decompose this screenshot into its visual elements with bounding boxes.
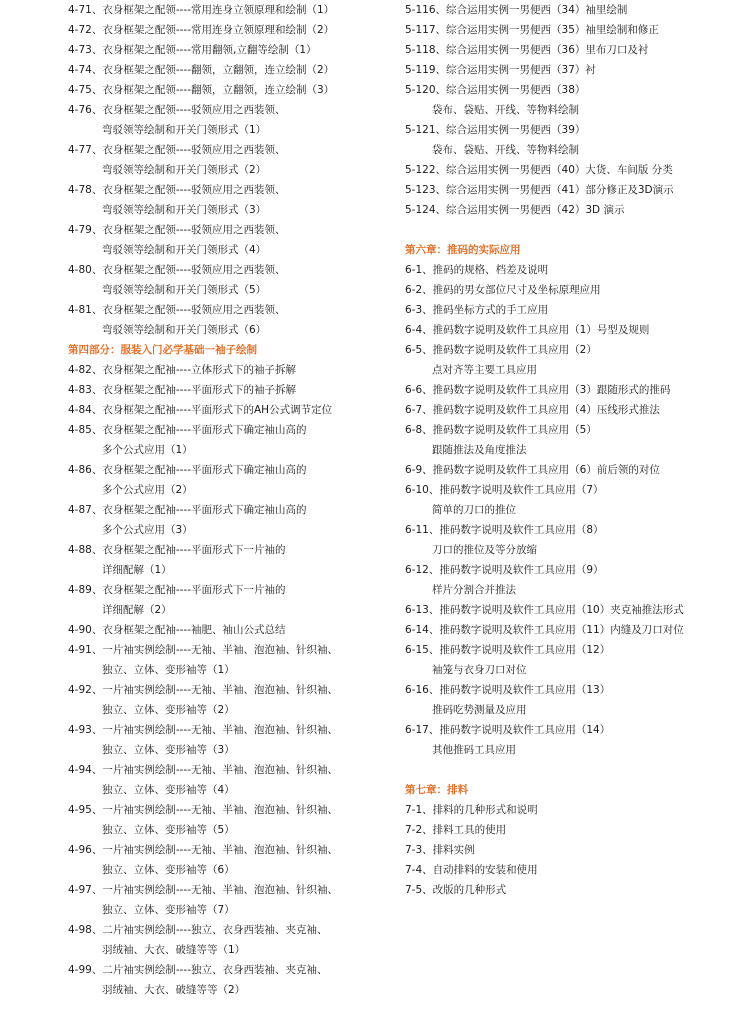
toc-entry: 5-119、综合运用实例一男便西（37）衬: [405, 64, 596, 76]
toc-entry: 7-4、自动排料的安装和使用: [405, 864, 538, 876]
toc-entry: 5-122、综合运用实例一男便西（40）大货、车间版 分类: [405, 164, 673, 176]
section-heading: 第六章：推码的实际应用: [405, 244, 521, 256]
toc-entry: 4-95、一片袖实例绘制----无袖、半袖、泡泡袖、针织袖、: [68, 804, 338, 816]
toc-entry: 6-6、推码数字说明及软件工具应用（3）跟随形式的推码: [405, 384, 671, 396]
toc-entry: 4-73、衣身框架之配领----常用翻领,立翻等绘制（1）: [68, 44, 317, 56]
toc-entry: 4-98、二片袖实例绘制----独立、衣身西装袖、夹克袖、: [68, 924, 328, 936]
toc-entry: 5-123、综合运用实例一男便西（41）部分修正及3D演示: [405, 184, 674, 196]
toc-entry: 5-116、综合运用实例一男便西（34）袖里绘制: [405, 4, 628, 16]
toc-entry-continuation: 推码吃势测量及应用: [432, 704, 527, 716]
toc-entry: 4-93、一片袖实例绘制----无袖、半袖、泡泡袖、针织袖、: [68, 724, 338, 736]
toc-entry-continuation: 弯驳领等绘制和开关门领形式（1）: [102, 124, 267, 136]
toc-entry: 6-4、推码数字说明及软件工具应用（1）号型及规则: [405, 324, 650, 336]
toc-entry: 4-99、二片袖实例绘制----独立、衣身西装袖、夹克袖、: [68, 964, 328, 976]
toc-entry: 4-87、衣身框架之配袖----平面形式下确定袖山高的: [68, 504, 307, 516]
toc-entry: 4-75、衣身框架之配领----翻领，立翻领，连立绘制（3）: [68, 84, 335, 96]
toc-entry-continuation: 弯驳领等绘制和开关门领形式（3）: [102, 204, 267, 216]
toc-entry: 6-2、推码的男女部位尺寸及坐标原理应用: [405, 284, 601, 296]
toc-entry: 4-71、衣身框架之配领----常用连身立领原理和绘制（1）: [68, 4, 335, 16]
toc-entry: 4-76、衣身框架之配领----驳领应用之西装领、: [68, 104, 286, 116]
toc-entry: 6-17、推码数字说明及软件工具应用（14）: [405, 724, 611, 736]
toc-entry-continuation: 刀口的推位及等分放缩: [432, 544, 537, 556]
toc-entry: 4-96、一片袖实例绘制----无袖、半袖、泡泡袖、针织袖、: [68, 844, 338, 856]
toc-entry-continuation: 独立、立体、变形袖等（5）: [102, 824, 235, 836]
toc-entry: 7-2、排料工具的使用: [405, 824, 507, 836]
toc-entry-continuation: 弯驳领等绘制和开关门领形式（5）: [102, 284, 267, 296]
toc-entry: 4-83、衣身框架之配袖----平面形式下的袖子拆解: [68, 384, 296, 396]
toc-entry: 6-15、推码数字说明及软件工具应用（12）: [405, 644, 611, 656]
toc-entry-continuation: 弯驳领等绘制和开关门领形式（2）: [102, 164, 267, 176]
toc-entry: 4-78、衣身框架之配领----驳领应用之西装领、: [68, 184, 286, 196]
toc-entry-continuation: 详细配解（1）: [102, 564, 172, 576]
toc-entry: 4-91、一片袖实例绘制----无袖、半袖、泡泡袖、针织袖、: [68, 644, 338, 656]
toc-entry: 6-10、推码数字说明及软件工具应用（7）: [405, 484, 604, 496]
spacer: [405, 220, 725, 240]
toc-entry: 4-80、衣身框架之配领----驳领应用之西装领、: [68, 264, 286, 276]
toc-entry: 4-94、一片袖实例绘制----无袖、半袖、泡泡袖、针织袖、: [68, 764, 338, 776]
toc-entry: 5-118、综合运用实例一男便西（36）里布刀口及衬: [405, 44, 649, 56]
toc-entry: 4-77、衣身框架之配领----驳领应用之西装领、: [68, 144, 286, 156]
toc-entry: 6-3、推码坐标方式的手工应用: [405, 304, 549, 316]
toc-entry: 7-3、排料实例: [405, 844, 475, 856]
toc-entry-continuation: 独立、立体、变形袖等（1）: [102, 664, 235, 676]
toc-entry-continuation: 点对齐等主要工具应用: [432, 364, 537, 376]
toc-entry: 4-88、衣身框架之配袖----平面形式下一片袖的: [68, 544, 286, 556]
toc-entry: 6-13、推码数字说明及软件工具应用（10）夹克袖推法形式: [405, 604, 684, 616]
toc-left-column: [68, 0, 388, 1000]
toc-entry: 6-14、推码数字说明及软件工具应用（11）内缝及刀口对位: [405, 624, 684, 636]
toc-entry: 6-12、推码数字说明及软件工具应用（9）: [405, 564, 604, 576]
toc-entry-continuation: 独立、立体、变形袖等（7）: [102, 904, 235, 916]
toc-entry: 4-92、一片袖实例绘制----无袖、半袖、泡泡袖、针织袖、: [68, 684, 338, 696]
toc-entry-continuation: 独立、立体、变形袖等（4）: [102, 784, 235, 796]
toc-entry: 6-1、推码的规格、档差及说明: [405, 264, 549, 276]
toc-entry: 4-74、衣身框架之配领----翻领，立翻领，连立绘制（2）: [68, 64, 335, 76]
toc-entry-continuation: 弯驳领等绘制和开关门领形式（4）: [102, 244, 267, 256]
toc-entry-continuation: 袋布、袋贴、开线、等物料绘制: [432, 144, 579, 156]
toc-entry: 4-85、衣身框架之配袖----平面形式下确定袖山高的: [68, 424, 307, 436]
toc-entry: 4-82、衣身框架之配袖----立体形式下的袖子拆解: [68, 364, 296, 376]
toc-entry: 4-90、衣身框架之配袖----袖肥、袖山公式总结: [68, 624, 286, 636]
toc-entry-continuation: 其他推码工具应用: [432, 744, 516, 756]
toc-entry-continuation: 独立、立体、变形袖等（2）: [102, 704, 235, 716]
toc-entry: 6-5、推码数字说明及软件工具应用（2）: [405, 344, 597, 356]
toc-entry: 4-84、衣身框架之配袖----平面形式下的AH公式调节定位: [68, 404, 333, 416]
toc-entry-continuation: 多个公式应用（1）: [102, 444, 193, 456]
toc-entry: 4-86、衣身框架之配袖----平面形式下确定袖山高的: [68, 464, 307, 476]
toc-entry-continuation: 羽绒袖、大衣、破缝等等（1）: [102, 944, 246, 956]
toc-entry: 5-121、综合运用实例一男便西（39）: [405, 124, 586, 136]
toc-entry-continuation: 独立、立体、变形袖等（3）: [102, 744, 235, 756]
toc-right-column: [405, 0, 725, 900]
toc-entry: 6-11、推码数字说明及软件工具应用（8）: [405, 524, 604, 536]
toc-entry-continuation: 羽绒袖、大衣、破缝等等（2）: [102, 984, 246, 996]
toc-entry: 6-7、推码数字说明及软件工具应用（4）压线形式推法: [405, 404, 660, 416]
toc-entry: 5-124、综合运用实例一男便西（42）3D 演示: [405, 204, 625, 216]
toc-entry-continuation: 独立、立体、变形袖等（6）: [102, 864, 235, 876]
section-heading: 第七章：排料: [405, 784, 468, 796]
toc-entry-continuation: 多个公式应用（3）: [102, 524, 193, 536]
toc-entry: 4-89、衣身框架之配袖----平面形式下一片袖的: [68, 584, 286, 596]
toc-entry: 5-120、综合运用实例一男便西（38）: [405, 84, 586, 96]
toc-entry: 4-81、衣身框架之配领----驳领应用之西装领、: [68, 304, 286, 316]
toc-entry: 6-16、推码数字说明及软件工具应用（13）: [405, 684, 611, 696]
toc-entry: 6-9、推码数字说明及软件工具应用（6）前后领的对位: [405, 464, 660, 476]
spacer: [405, 760, 725, 780]
toc-entry-continuation: 袖笼与衣身刀口对位: [432, 664, 527, 676]
toc-entry: 4-79、衣身框架之配领----驳领应用之西装领、: [68, 224, 286, 236]
toc-entry-continuation: 弯驳领等绘制和开关门领形式（6）: [102, 324, 267, 336]
toc-entry-continuation: 袋布、袋贴、开线、等物料绘制: [432, 104, 579, 116]
toc-entry: 4-72、衣身框架之配领----常用连身立领原理和绘制（2）: [68, 24, 335, 36]
toc-entry: 7-5、改版的几种形式: [405, 884, 507, 896]
toc-entry: 7-1、排料的几种形式和说明: [405, 804, 538, 816]
toc-entry: 4-97、一片袖实例绘制----无袖、半袖、泡泡袖、针织袖、: [68, 884, 338, 896]
toc-entry-continuation: 详细配解（2）: [102, 604, 172, 616]
toc-entry-continuation: 简单的刀口的推位: [432, 504, 516, 516]
section-heading: 第四部分：服装入门必学基础一袖子绘制: [68, 344, 257, 356]
toc-entry-continuation: 多个公式应用（2）: [102, 484, 193, 496]
toc-entry-continuation: 样片分割合并推法: [432, 584, 516, 596]
toc-entry: 6-8、推码数字说明及软件工具应用（5）: [405, 424, 597, 436]
toc-entry-continuation: 跟随推法及角度推法: [432, 444, 527, 456]
toc-entry: 5-117、综合运用实例一男便西（35）袖里绘制和修正: [405, 24, 659, 36]
